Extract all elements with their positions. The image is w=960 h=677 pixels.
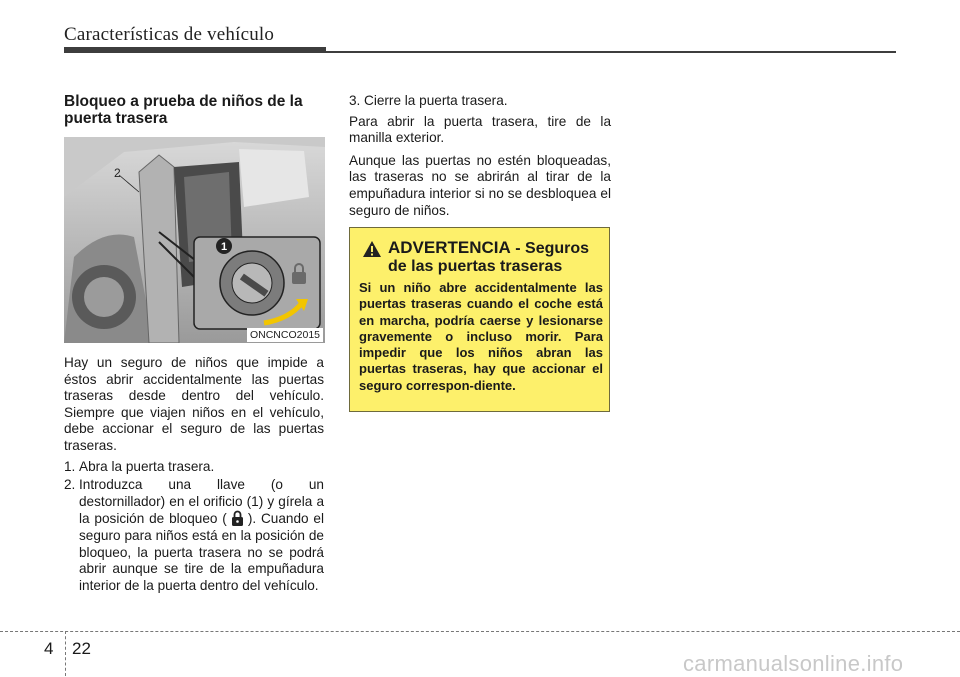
header-rule xyxy=(326,51,896,53)
warning-text: Si un niño abre accidentalmente las puertas traseras cuando el coche está en marcha, podría caerse y lesionarse gravemente o incluso morir. Para impedir que los niños abran las puertas traseras, hay que accionar el seguro correspon-diente. xyxy=(359,280,603,393)
intro-paragraph: Hay un seguro de niños que impide a éstos abrir accidentalmente las puertas traseras desde dentro del vehículo. Siempre que viajen niños en el vehículo, debe accionar el seguro de las puertas traseras. xyxy=(64,355,324,453)
callout-2: 2 xyxy=(114,166,121,180)
step-3 xyxy=(349,93,611,110)
step-1 xyxy=(64,459,324,476)
header-title: Características de vehículo xyxy=(64,24,275,45)
step-3-number: 3. xyxy=(349,93,361,108)
watermark: carmanualsonline.info xyxy=(683,651,904,676)
car-rear-door-illustration xyxy=(64,137,325,343)
step-1-number: 1. xyxy=(64,458,76,474)
footer-page-number: 22 xyxy=(72,639,91,658)
step-2 xyxy=(64,477,324,594)
footer-divider xyxy=(65,631,66,676)
step-2-text-a: Introduzca una llave (o un destornillador) en el orificio (1) y gírela a la posición de bloqueo ( xyxy=(79,477,324,527)
figure-code: ONCNCO2015 xyxy=(247,328,323,342)
step-2-text-b: ). Cuando el seguro para niños está en la posición de bloqueo, la puerta trasera no se podrá abrir aunque se tire de la empuñadura interior de la puerta dentro del vehículo. xyxy=(79,511,324,593)
callout-1: 1 xyxy=(220,241,228,253)
section-heading: Bloqueo a prueba de niños de la puerta trasera xyxy=(64,93,303,127)
header-bar xyxy=(64,47,326,53)
lock-icon xyxy=(229,510,246,527)
open-paragraph: Para abrir la puerta trasera, tire de la manilla exterior. xyxy=(349,113,611,146)
left-body xyxy=(64,355,324,596)
step-2-number: 2. xyxy=(64,477,76,493)
warning-triangle-icon xyxy=(362,240,382,258)
warning-title: ADVERTENCIA xyxy=(388,238,511,257)
footer-rule xyxy=(0,631,960,632)
warning-subtitle: - Seguros de las puertas traseras xyxy=(388,240,590,275)
child-lock-figure xyxy=(64,137,325,343)
footer-section-number: 4 xyxy=(44,639,54,658)
step-3-text: Cierre la puerta trasera. xyxy=(364,93,508,108)
warning-box xyxy=(349,227,610,412)
step-1-text: Abra la puerta trasera. xyxy=(79,458,215,474)
unlock-paragraph: Aunque las puertas no estén bloqueadas, las traseras no se abrirán al tirar de la empuñadura interior si no se desbloquea el seguro de niños. xyxy=(349,152,611,218)
